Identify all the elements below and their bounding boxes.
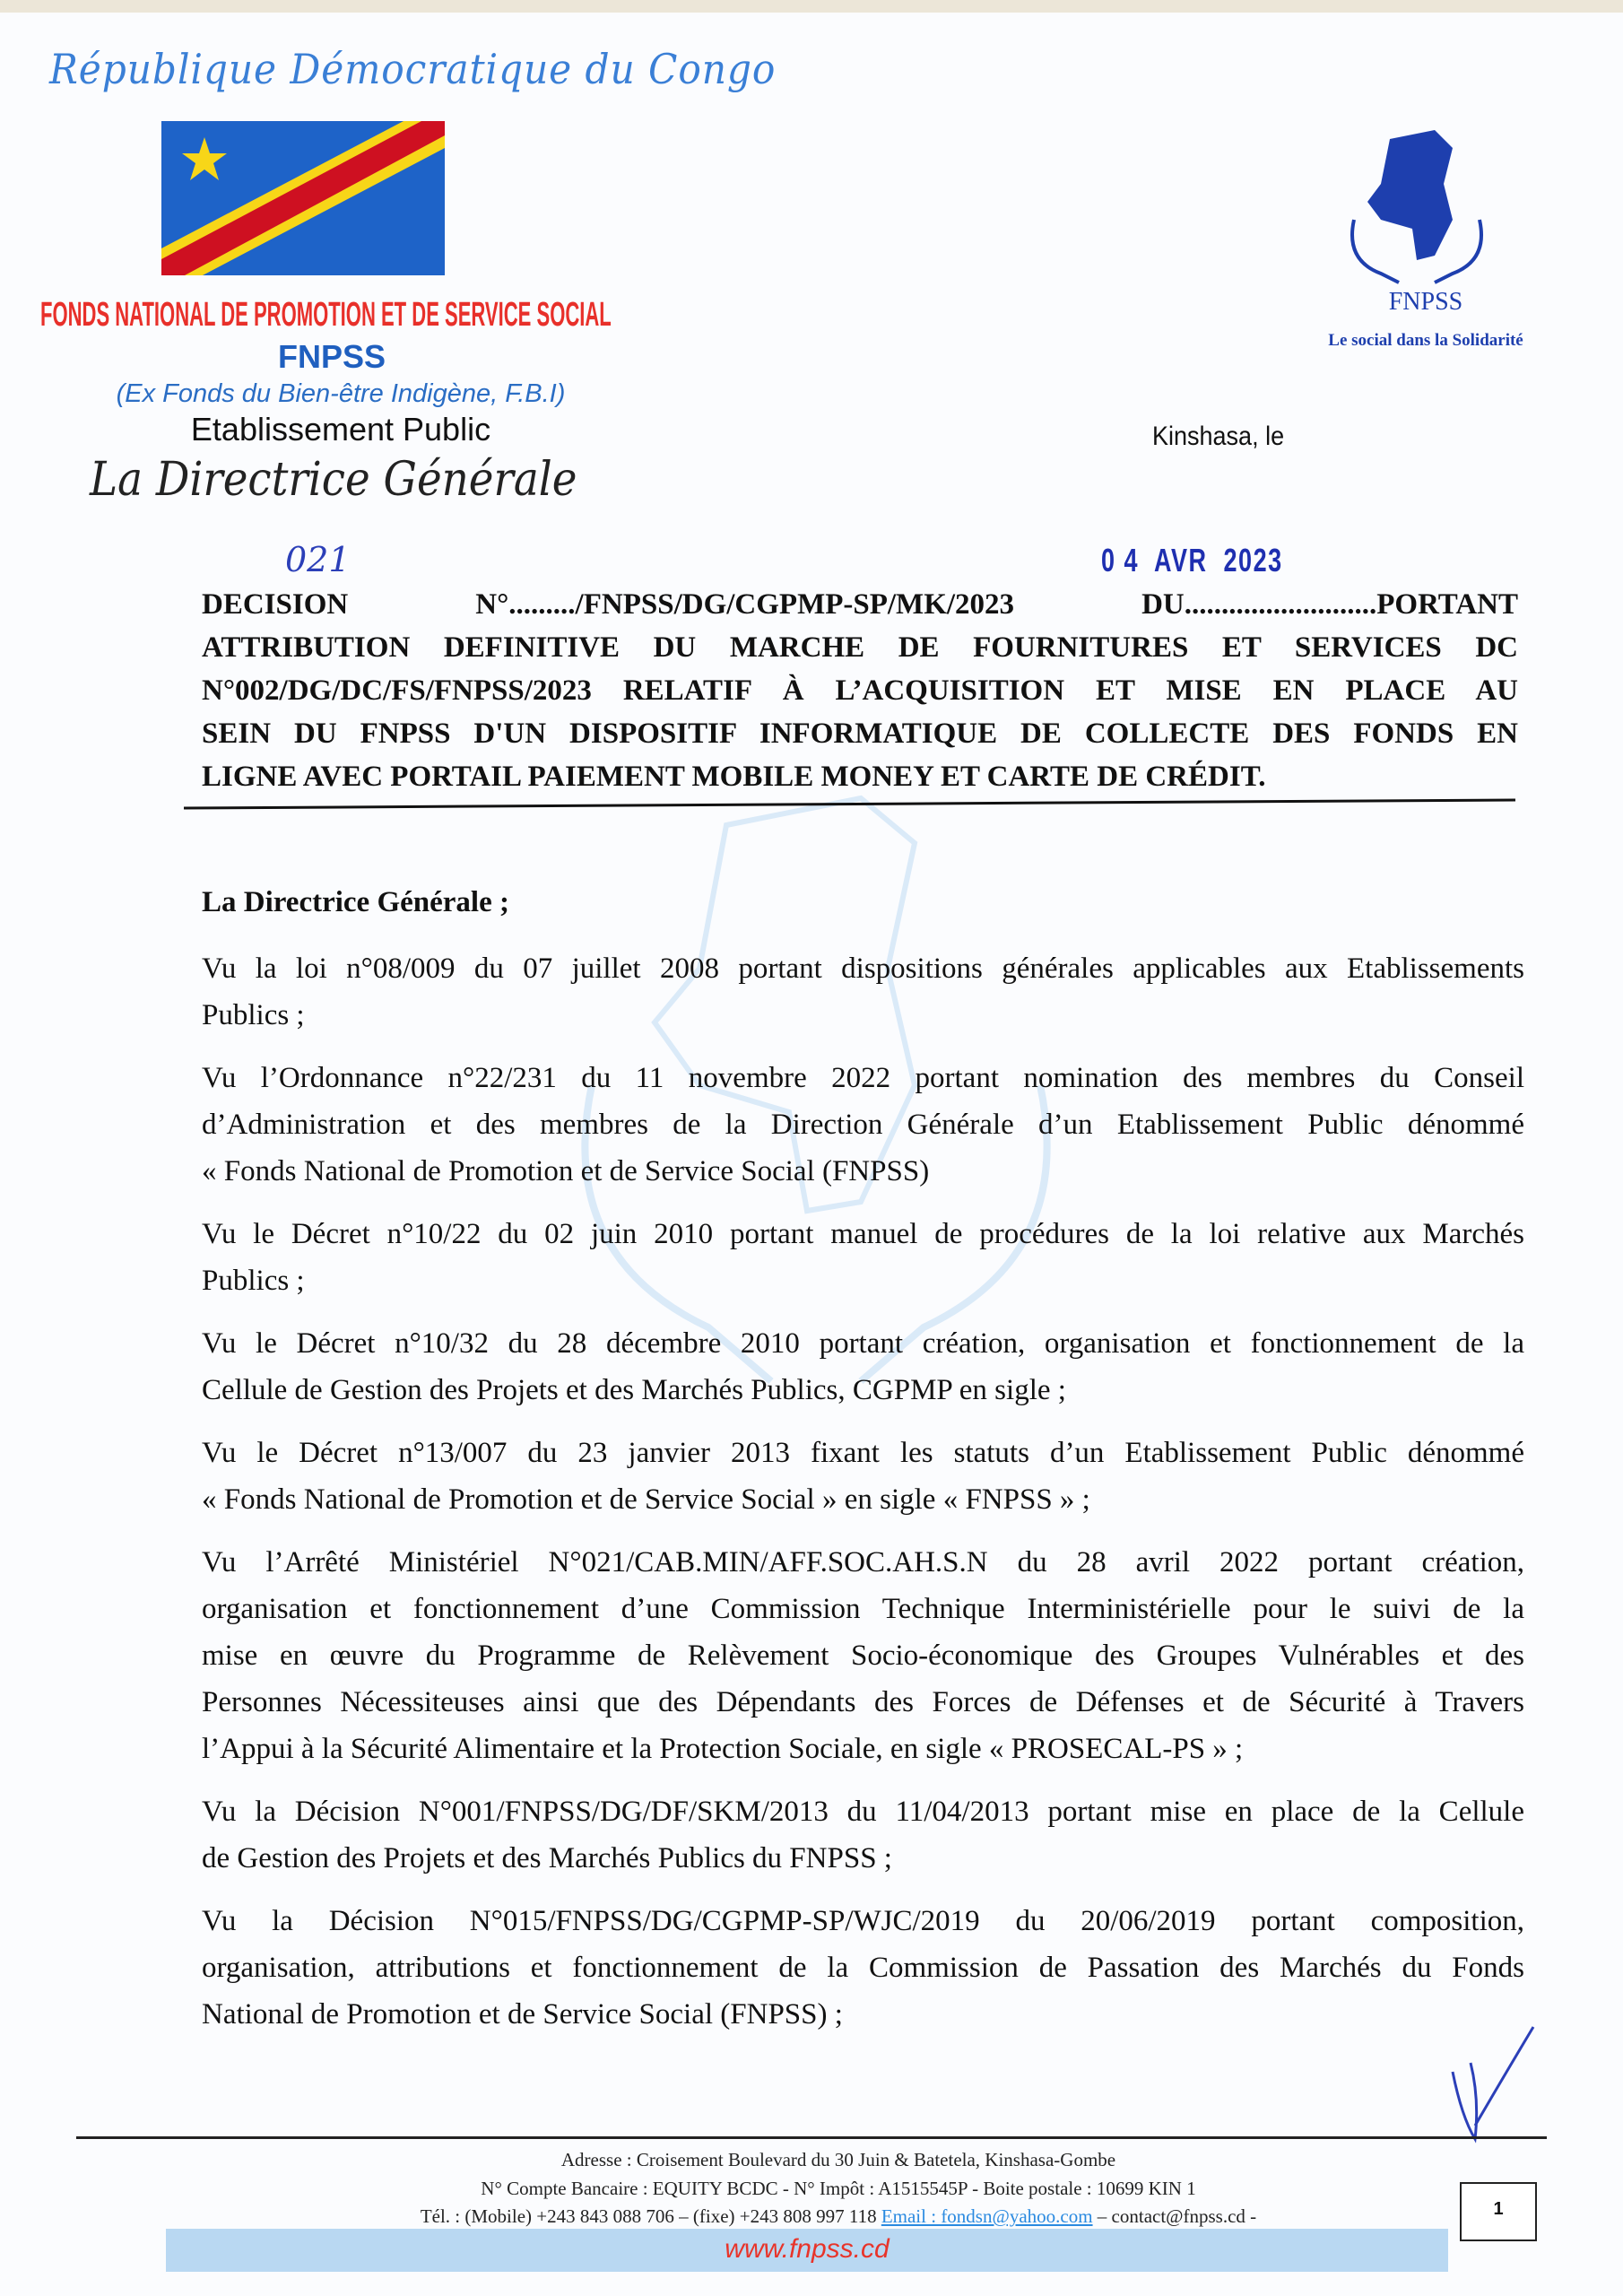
recital-paragraph bbox=[202, 1539, 1524, 1772]
footer-contact-email: – contact@fnpss.cd - bbox=[1092, 2205, 1257, 2227]
fnpss-logo-icon bbox=[1291, 130, 1560, 363]
place-date: Kinshasa, le bbox=[1152, 422, 1285, 451]
paragraph-line: Publics ; bbox=[202, 1265, 305, 1297]
paragraph-line: Vu l’Arrêté Ministériel N°021/CAB.MIN/AFF.SOC.AH.S.N du 28 avril 2022 portant création, bbox=[202, 1546, 1524, 1578]
scan-edge bbox=[0, 0, 1623, 13]
recital-paragraph bbox=[202, 1211, 1524, 1304]
footer-email-link[interactable]: Email : fondsn@yahoo.com bbox=[881, 2205, 1093, 2227]
recital-paragraph bbox=[202, 1055, 1524, 1195]
decision-body bbox=[202, 879, 1524, 2054]
title-line: DECISION N°........./FNPSS/DG/CGPMP-SP/MK/2023 DU..........................PORTANT bbox=[202, 588, 1518, 621]
drc-flag-icon bbox=[161, 121, 445, 275]
paragraph-line: Vu l’Ordonnance n°22/231 du 11 novembre 2022 portant nomination des membres du Conseil bbox=[202, 1062, 1524, 1094]
recitals bbox=[202, 945, 1524, 2038]
date-stamp: 0 4 AVR 2023 bbox=[1101, 542, 1283, 578]
logo-slogan: Le social dans la Solidarité bbox=[1328, 331, 1523, 350]
greeting: La Directrice Générale ; bbox=[202, 886, 509, 918]
footer-address: Adresse : Croisement Boulevard du 30 Juin & Batetela, Kinshasa-Gombe bbox=[560, 2149, 1116, 2170]
title-line: SEIN DU FNPSS D'UN DISPOSITIF INFORMATIQUE DE COLLECTE DES FONDS EN bbox=[202, 718, 1518, 750]
recital-paragraph bbox=[202, 1320, 1524, 1413]
page-number: 1 bbox=[1460, 2182, 1537, 2241]
paragraph-line: Vu le Décret n°13/007 du 23 janvier 2013 fixant les statuts d’un Etablissement Public dénommé bbox=[202, 1437, 1524, 1469]
organization-type: Etablissement Public bbox=[190, 411, 491, 448]
organization-acronym: FNPSS bbox=[277, 338, 386, 375]
signature-initials bbox=[1435, 2018, 1551, 2144]
title-line: LIGNE AVEC PORTAIL PAIEMENT MOBILE MONEY ET CARTE DE CRÉDIT. bbox=[202, 761, 1266, 793]
title-line: N°002/DG/DC/FS/FNPSS/2023 RELATIF À L’ACQUISITION ET MISE EN PLACE AU bbox=[202, 674, 1518, 707]
recital-paragraph bbox=[202, 1430, 1524, 1523]
paragraph-line: Vu le Décret n°10/32 du 28 décembre 2010 portant création, organisation et fonctionnement de la bbox=[202, 1327, 1524, 1360]
paragraph-line: l’Appui à la Sécurité Alimentaire et la Protection Sociale, en sigle « PROSECAL-PS » ; bbox=[202, 1733, 1244, 1765]
paragraph-line: Personnes Nécessiteuses ainsi que des Dépendants des Forces de Défenses et de Sécurité à Travers bbox=[202, 1686, 1524, 1718]
footer-contact bbox=[233, 2205, 1444, 2227]
country-name: République Démocratique du Congo bbox=[49, 45, 777, 93]
paragraph-line: Cellule de Gestion des Projets et des Marchés Publics, CGPMP en sigle ; bbox=[202, 1374, 1066, 1406]
paragraph-line: organisation, attributions et fonctionnement de la Commission de Passation des Marchés du Fonds bbox=[202, 1952, 1524, 1984]
handwritten-decision-number: 021 bbox=[285, 540, 351, 579]
footer-website[interactable]: www.fnpss.cd bbox=[725, 2234, 890, 2264]
recital-paragraph bbox=[202, 945, 1524, 1039]
paragraph-line: Vu la loi n°08/009 du 07 juillet 2008 portant dispositions générales applicables aux Etablissements bbox=[202, 952, 1524, 985]
paragraph-line: Vu la Décision N°015/FNPSS/DG/CGPMP-SP/WJC/2019 du 20/06/2019 portant composition, bbox=[202, 1905, 1524, 1937]
paragraph-line: de Gestion des Projets et des Marchés Publics du FNPSS ; bbox=[202, 1842, 892, 1874]
paragraph-line: National de Promotion et de Service Social (FNPSS) ; bbox=[202, 1998, 843, 2031]
footer-phone: Tél. : (Mobile) +243 843 088 706 – (fixe) +243 808 997 118 bbox=[420, 2205, 881, 2227]
recital-paragraph bbox=[202, 1898, 1524, 2038]
paragraph-line: « Fonds National de Promotion et de Service Social » en sigle « FNPSS » ; bbox=[202, 1483, 1090, 1516]
paragraph-line: « Fonds National de Promotion et de Service Social (FNPSS) bbox=[202, 1155, 930, 1187]
paragraph-line: Vu le Décret n°10/22 du 02 juin 2010 portant manuel de procédures de la loi relative aux Marchés bbox=[202, 1218, 1524, 1250]
paragraph-line: organisation et fonctionnement d’une Commission Technique Interministérielle pour le suivi de la bbox=[202, 1593, 1524, 1625]
footer-divider bbox=[76, 2136, 1547, 2139]
logo-text: FNPSS bbox=[1388, 288, 1463, 316]
paragraph-line: Publics ; bbox=[202, 999, 305, 1031]
recital-paragraph bbox=[202, 1788, 1524, 1882]
decision-title bbox=[202, 583, 1518, 798]
signatory-title: La Directrice Générale bbox=[90, 453, 577, 507]
paragraph-line: mise en œuvre du Programme de Relèvement Socio-économique des Groupes Vulnérables et des bbox=[202, 1639, 1524, 1672]
paragraph-line: d’Administration et des membres de la Direction Générale d’un Etablissement Public dénommé bbox=[202, 1109, 1524, 1141]
title-line: ATTRIBUTION DEFINITIVE DU MARCHE DE FOURNITURES ET SERVICES DC bbox=[202, 631, 1518, 664]
footer-bank: N° Compte Bancaire : EQUITY BCDC - N° Impôt : A1515545P - Boite postale : 10699 KIN 1 bbox=[481, 2178, 1196, 2199]
paragraph-line: Vu la Décision N°001/FNPSS/DG/DF/SKM/2013 du 11/04/2013 portant mise en place de la Cellule bbox=[202, 1796, 1524, 1828]
organization-former-name: (Ex Fonds du Bien-être Indigène, F.B.I) bbox=[116, 379, 566, 408]
organization-name: FONDS NATIONAL DE PROMOTION ET DE SERVICE SOCIAL bbox=[40, 296, 612, 334]
